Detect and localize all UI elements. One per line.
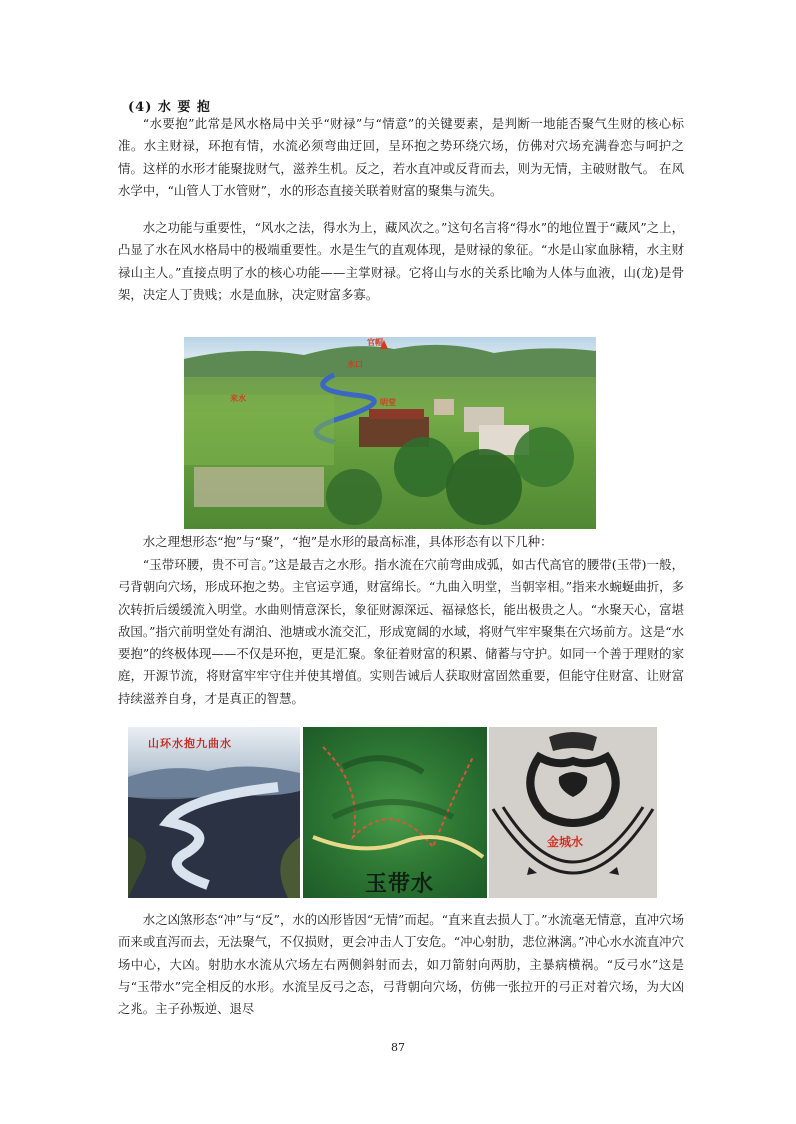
valley-label-top: 官帽 [367,338,383,347]
lake-banner: 山环水抱九曲水 [148,737,232,750]
paragraph-forms-detail: “玉带环腰，贵不可言。”这是最吉之水形。指水流在穴前弯曲成弧，如古代高官的腰带(玉带)一般，弓背朝向穴场，形成环抱之势。主官运亨通，财富绵长。“九曲入明堂，当朝宰相。”指来水蜿蜒曲折，多次转折后缓缓流入明堂。水曲则情意深长，象征财源深远、福禄悠长，能出极贵之人。“水聚天心，富堪敌国。”指穴前明堂处有湖泊、池塘或水流交汇，形成宽阔的水域，将财气牢牢聚集在穴场前方。这是“水要抱”的终极体现——不仅是环抱，更是汇聚。象征着财富的积累、储蓄与守护。如同一个善于理财的家庭，开源节流，将财富牢牢守住并使其增值。实则告诫后人获取财富固然重要，但能守住财富、让财富持续滋养自身，才是真正的智慧。 [118,557,684,706]
paragraph-intro: “水要抱”此常是风水格局中关乎“财禄”与“情意”的关键要素，是判断一地能否聚气生财的核心标准。水主财禄，环抱有情，水流必须弯曲迂回，呈环抱之势环绕穴场，仿佛对穴场充满眷恋与呵护之情。这样的水形才能聚拢财气，滋养生机。反之，若水直冲或反背而去，则为无情，主破财散气。 在风水学中，“山管人丁水管财”，水的形态直接关联着财富的聚集与流失。 [118,116,684,198]
paragraph-ideal-form: 水之理想形态“抱”与“聚”，“抱”是水形的最高标准，具体形态有以下几种： [142,534,553,549]
terrain-map [303,727,487,898]
valley-illustration [184,337,596,529]
jincheng-illustration [489,727,657,898]
page-number: 87 [391,1041,405,1054]
valley-label-center: 明堂 [380,398,396,407]
section-heading: (4) 水 要 抱 [128,100,211,115]
valley-photo [184,337,596,529]
diagram-caption: 金城水 [547,835,584,849]
valley-label-left: 来水 [230,394,246,403]
terrain-caption: 玉带水 [365,871,435,897]
lake-photo [128,727,300,898]
lake-illustration [128,727,300,898]
valley-label-mid: 水口 [347,360,363,369]
jincheng-diagram [489,727,657,898]
paragraph-function: 水之功能与重要性，“风水之法，得水为上，藏风次之。”这句名言将“得水”的地位置于“藏风”之上，凸显了水在风水格局中的极端重要性。水是生气的直观体现，是财禄的象征。“水是山家血脉精，水主财禄山主人。”直接点明了水的核心功能——主掌财禄。它将山与水的关系比喻为人体与血液，山(龙)是骨架，决定人丁贵贱；水是血脉，决定财富多寡。 [118,220,684,302]
paragraph-ominous-forms: 水之凶煞形态“冲”与“反”，水的凶形皆因“无情”而起。“直来直去损人丁。”水流毫无情意，直冲穴场而来或直泻而去，无法聚气，不仅损财，更会冲击人丁安危。“冲心射肋，悲位淋漓。”冲心水水流直冲穴场中心，大凶。射肋水水流从穴场左右两侧斜射而去，如刀箭射向两肋，主暴病横祸。“反弓水”这是与“玉带水”完全相反的水形。水流呈反弓之态，弓背朝向穴场，仿佛一张拉开的弓正对着穴场，为大凶之兆。主子孙叛逆、退尽 [118,912,684,1017]
